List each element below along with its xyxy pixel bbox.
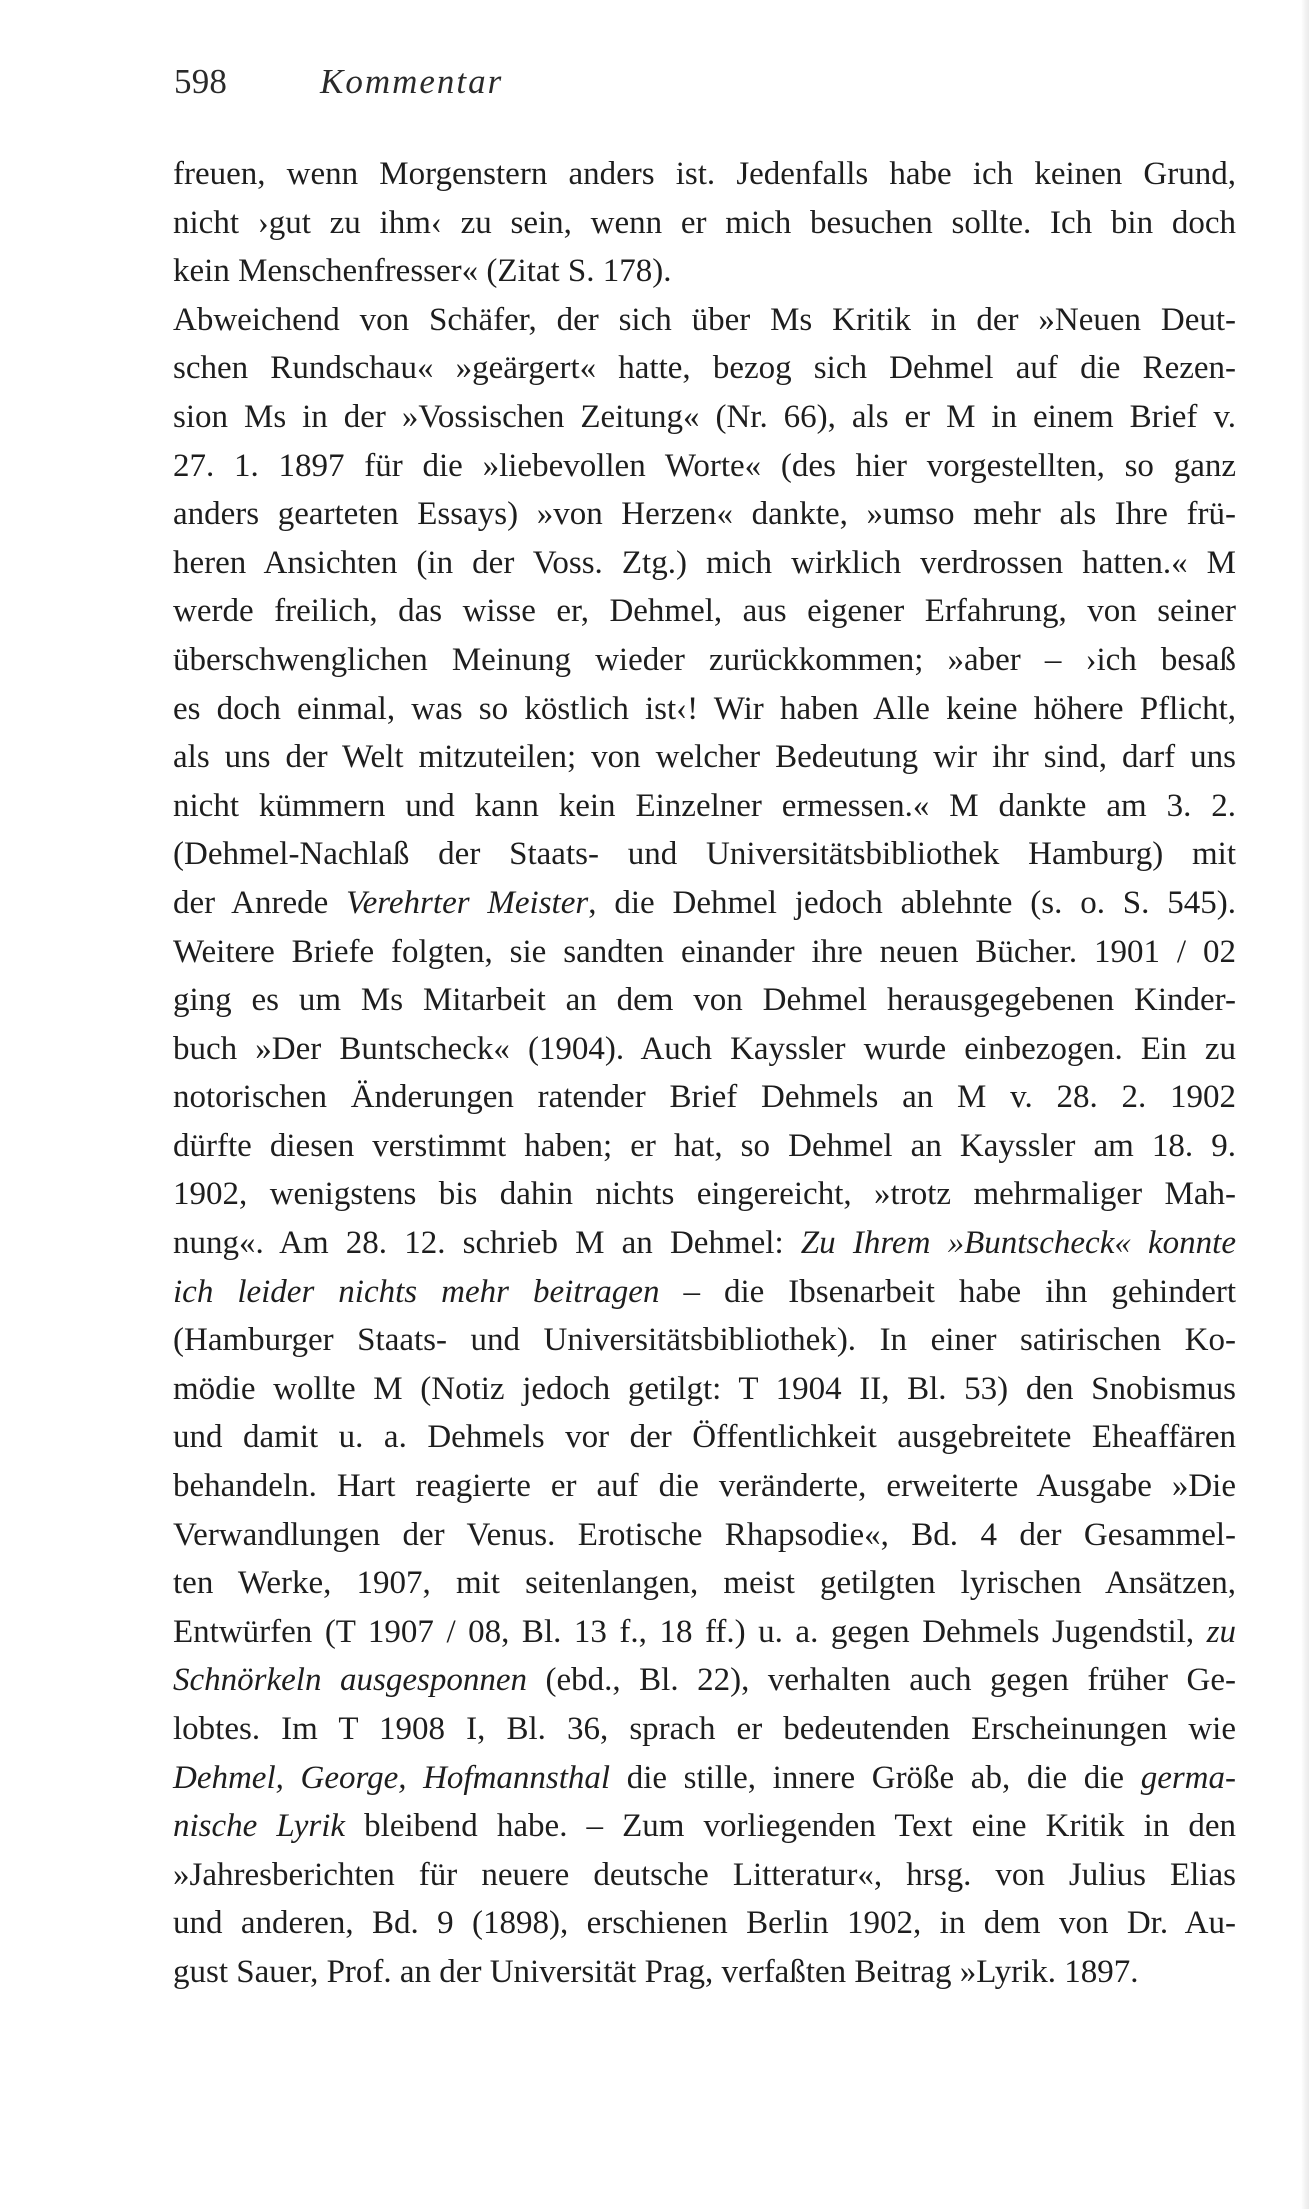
text-segment: überschwenglichen Meinung wieder zurückkommen; »aber – ›ich besaß [173,641,1236,678]
italic-quote: germa- [1140,1759,1236,1796]
text-segment: 1902, wenigstens bis dahin nichts eingereicht, »trotz mehrmaliger Mah- [173,1176,1236,1213]
text-line [173,1511,1236,1560]
text-line [173,1948,1236,1997]
text-segment: die stille, innere Größe ab, die die [610,1759,1141,1796]
text-segment: mödie wollte M (Notiz jedoch getilgt: T 1904 II, Bl. 53) den Snobismus [173,1370,1236,1407]
text-segment: und anderen, Bd. 9 (1898), erschienen Berlin 1902, in dem von Dr. Au- [173,1905,1236,1942]
text-line [173,490,1236,539]
text-segment: Entwürfen (T 1907 / 08, Bl. 13 f., 18 ff.) u. a. gegen Dehmels Jugendstil, [173,1613,1207,1650]
text-segment: nicht kümmern und kann kein Einzelner ermessen.« M dankte am 3. 2. [173,787,1236,824]
text-segment: kein Menschenfresser« (Zitat S. 178). [173,253,672,290]
text-segment: dürfte diesen verstimmt haben; er hat, so Dehmel an Kayssler am 18. 9. [173,1127,1236,1164]
text-segment: heren Ansichten (in der Voss. Ztg.) mich wirklich verdrossen hatten.« M [173,544,1236,581]
page-edge [1301,0,1309,2209]
text-segment: buch »Der Buntscheck« (1904). Auch Kayssler wurde einbezogen. Ein zu [173,1030,1236,1067]
running-head [174,62,503,102]
text-segment: Abweichend von Schäfer, der sich über Ms Kritik in der »Neuen Deut- [173,301,1236,338]
text-segment: (ebd., Bl. 22), verhalten auch gegen früher Ge- [526,1662,1236,1699]
text-line [173,539,1236,588]
commentary-body [173,150,1236,1997]
text-line [173,1122,1236,1171]
text-line [173,344,1236,393]
text-line [173,1754,1236,1803]
text-line [173,1705,1236,1754]
text-segment: gust Sauer, Prof. an der Universität Prag, verfaßten Beitrag »Lyrik. 1897. [173,1953,1139,1990]
text-line [173,587,1236,636]
text-segment: schen Rundschau« »geärgert« hatte, bezog sich Dehmel auf die Rezen- [173,350,1236,387]
text-line [173,1413,1236,1462]
text-line [173,1608,1236,1657]
text-line [173,1025,1236,1074]
text-line [173,296,1236,345]
text-line [173,1073,1236,1122]
text-line [173,830,1236,879]
page-number: 598 [174,62,228,101]
text-line [173,1559,1236,1608]
italic-quote: ich leider nichts mehr beitragen [173,1273,660,1310]
text-line [173,150,1236,199]
text-line [173,879,1236,928]
text-segment: »Jahresberichten für neuere deutsche Litteratur«, hrsg. von Julius Elias [173,1856,1236,1893]
text-segment: freuen, wenn Morgenstern anders ist. Jedenfalls habe ich keinen Grund, [173,156,1236,192]
text-segment: werde freilich, das wisse er, Dehmel, aus eigener Erfahrung, von seiner [173,593,1236,630]
text-segment: (Hamburger Staats- und Universitätsbibliothek). In einer satirischen Ko- [173,1322,1236,1359]
italic-quote: zu [1206,1613,1236,1650]
text-segment: und damit u. a. Dehmels vor der Öffentlichkeit ausgebreitete Eheaffären [173,1419,1236,1456]
text-line [173,685,1236,734]
text-line [173,199,1236,248]
text-line [173,1851,1236,1900]
text-line [173,733,1236,782]
text-line [173,1316,1236,1365]
text-segment: Verwandlungen der Venus. Erotische Rhapsodie«, Bd. 4 der Gesammel- [173,1516,1236,1553]
text-line [173,1899,1236,1948]
text-segment: anders gearteten Essays) »von Herzen« dankte, »umso mehr als Ihre frü- [173,496,1236,533]
italic-quote: Schnörkeln ausgesponnen [173,1662,527,1699]
text-segment: nung«. Am 28. 12. schrieb M an Dehmel: [173,1225,801,1262]
text-segment: Weitere Briefe folgten, sie sandten einander ihre neuen Bücher. 1901 / 02 [173,933,1236,970]
text-line [173,782,1236,831]
italic-quote: Zu Ihrem »Buntscheck« konnte [800,1225,1236,1262]
text-line [173,928,1236,977]
italic-quote: nische Lyrik [173,1808,346,1845]
text-segment: der Anrede [173,884,347,921]
text-segment: 27. 1. 1897 für die »liebevollen Worte« (des hier vorgestellten, so ganz [173,447,1236,484]
italic-quote: Dehmel, George, Hofmannsthal [173,1759,611,1796]
text-line [173,976,1236,1025]
text-segment: notorischen Änderungen ratender Brief Dehmels an M v. 28. 2. 1902 [173,1079,1236,1116]
section-title: Kommentar [320,62,504,101]
text-line [173,1656,1236,1705]
text-line [173,247,1236,296]
text-line [173,1219,1236,1268]
text-line [173,1802,1236,1851]
text-segment: sion Ms in der »Vossischen Zeitung« (Nr. 66), als er M in einem Brief v. [173,398,1236,435]
text-segment: – die Ibsenarbeit habe ihn gehindert [659,1273,1236,1310]
text-line [173,1170,1236,1219]
text-segment: behandeln. Hart reagierte er auf die veränderte, erweiterte Ausgabe »Die [173,1468,1236,1505]
text-line [173,636,1236,685]
text-line [173,393,1236,442]
text-segment: , die Dehmel jedoch ablehnte (s. o. S. 545). [588,884,1236,921]
text-line [173,442,1236,491]
text-segment: (Dehmel-Nachlaß der Staats- und Universitätsbibliothek Hamburg) mit [173,836,1236,873]
text-segment: nicht ›gut zu ihm‹ zu sein, wenn er mich besuchen sollte. Ich bin doch [173,204,1236,241]
text-segment: bleibend habe. – Zum vorliegenden Text eine Kritik in den [345,1808,1236,1845]
text-segment: lobtes. Im T 1908 I, Bl. 36, sprach er bedeutenden Erscheinungen wie [173,1711,1236,1747]
text-segment: es doch einmal, was so köstlich ist‹! Wir haben Alle keine höhere Pflicht, [173,690,1236,727]
text-segment: ten Werke, 1907, mit seitenlangen, meist getilgten lyrischen Ansätzen, [173,1565,1236,1602]
text-line [173,1268,1236,1317]
text-line [173,1365,1236,1414]
text-line [173,1462,1236,1511]
italic-quote: Verehrter Meister [346,884,589,921]
text-segment: ging es um Ms Mitarbeit an dem von Dehmel herausgegebenen Kinder- [173,982,1236,1019]
text-segment: als uns der Welt mitzuteilen; von welcher Bedeutung wir ihr sind, darf uns [173,739,1236,776]
